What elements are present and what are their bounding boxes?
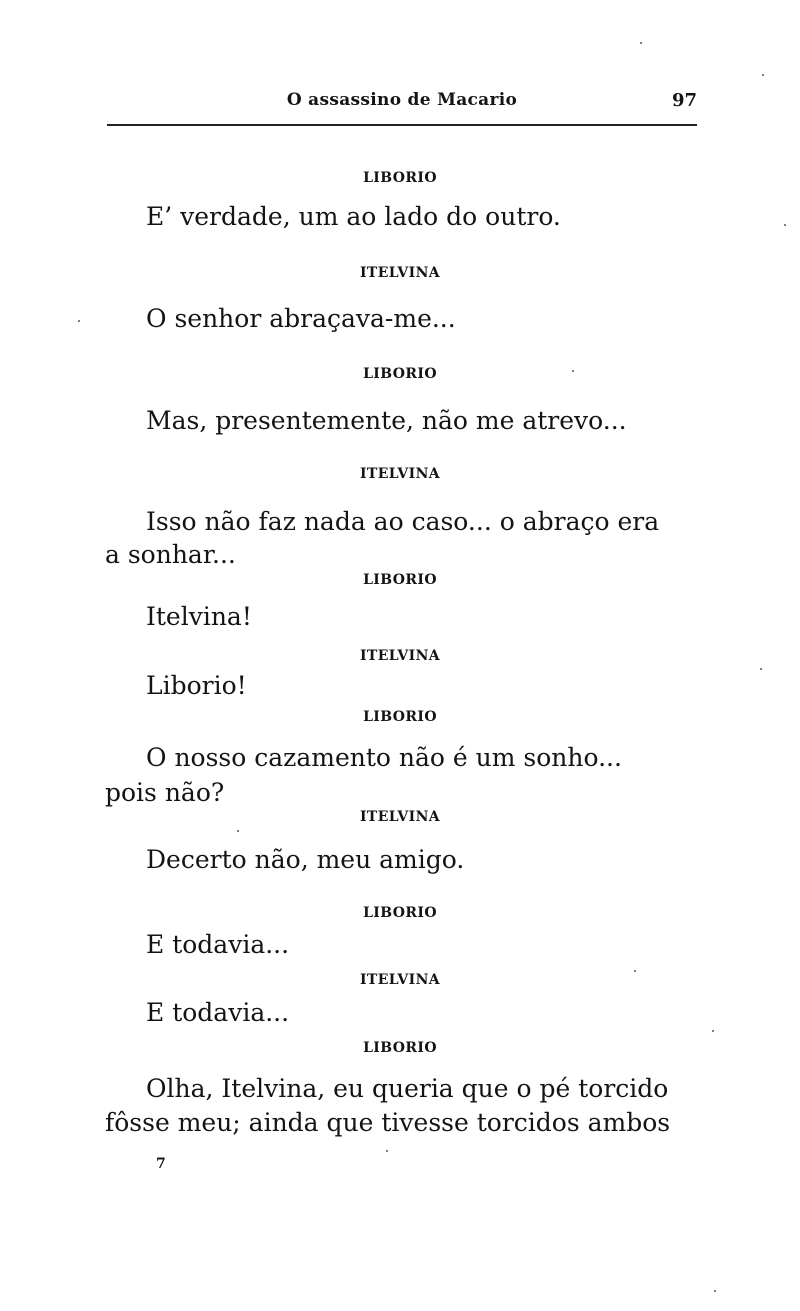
dialogue-line: E todavia... <box>146 998 290 1027</box>
paper-speck <box>712 1030 714 1032</box>
paper-speck <box>634 970 636 972</box>
page-number: 97 <box>671 90 697 111</box>
dialogue-line: E’ verdade, um ao lado do outro. <box>146 202 561 231</box>
paper-speck <box>237 830 239 832</box>
paper-speck <box>386 1150 388 1152</box>
speaker-name: ITELVINA <box>359 972 441 988</box>
dialogue-line: pois não? <box>105 778 225 807</box>
speaker-name: ITELVINA <box>359 265 441 281</box>
speaker-name: LIBORIO <box>363 572 437 588</box>
speaker-name: ITELVINA <box>359 809 441 825</box>
paper-speck <box>78 320 80 322</box>
dialogue-line: Mas, presentemente, não me atrevo... <box>146 406 627 435</box>
dialogue-line: Decerto não, meu amigo. <box>146 845 465 874</box>
speaker-name: LIBORIO <box>363 709 437 725</box>
speaker-name: ITELVINA <box>359 466 441 482</box>
paper-speck <box>572 370 574 372</box>
dialogue-line: Olha, Itelvina, eu queria que o pé torcido <box>146 1074 669 1103</box>
speaker-name: LIBORIO <box>363 1040 437 1056</box>
speaker-name: LIBORIO <box>363 366 437 382</box>
speaker-name: LIBORIO <box>363 905 437 921</box>
speaker-name: ITELVINA <box>359 648 441 664</box>
speaker-name: LIBORIO <box>363 170 437 186</box>
running-head <box>107 90 697 118</box>
dialogue-line: fôsse meu; ainda que tivesse torcidos ambos <box>105 1108 671 1137</box>
paper-speck <box>762 74 764 76</box>
dialogue-line: Isso não faz nada ao caso... o abraço era <box>146 507 660 536</box>
dialogue-line: E todavia... <box>146 930 290 959</box>
dialogue-line: O nosso cazamento não é um sonho... <box>146 743 622 772</box>
paper-speck <box>640 42 642 44</box>
dialogue-line: O senhor abraçava-me... <box>146 304 456 333</box>
dialogue-line: a sonhar... <box>105 540 236 569</box>
dialogue-line: Itelvina! <box>146 602 252 631</box>
header-rule <box>107 124 697 126</box>
signature-mark: 7 <box>156 1156 166 1172</box>
dialogue-line: Liborio! <box>146 671 247 700</box>
paper-speck <box>760 668 762 670</box>
running-title: O assassino de Macario <box>286 90 518 110</box>
paper-speck <box>714 1290 716 1292</box>
paper-speck <box>784 224 786 226</box>
